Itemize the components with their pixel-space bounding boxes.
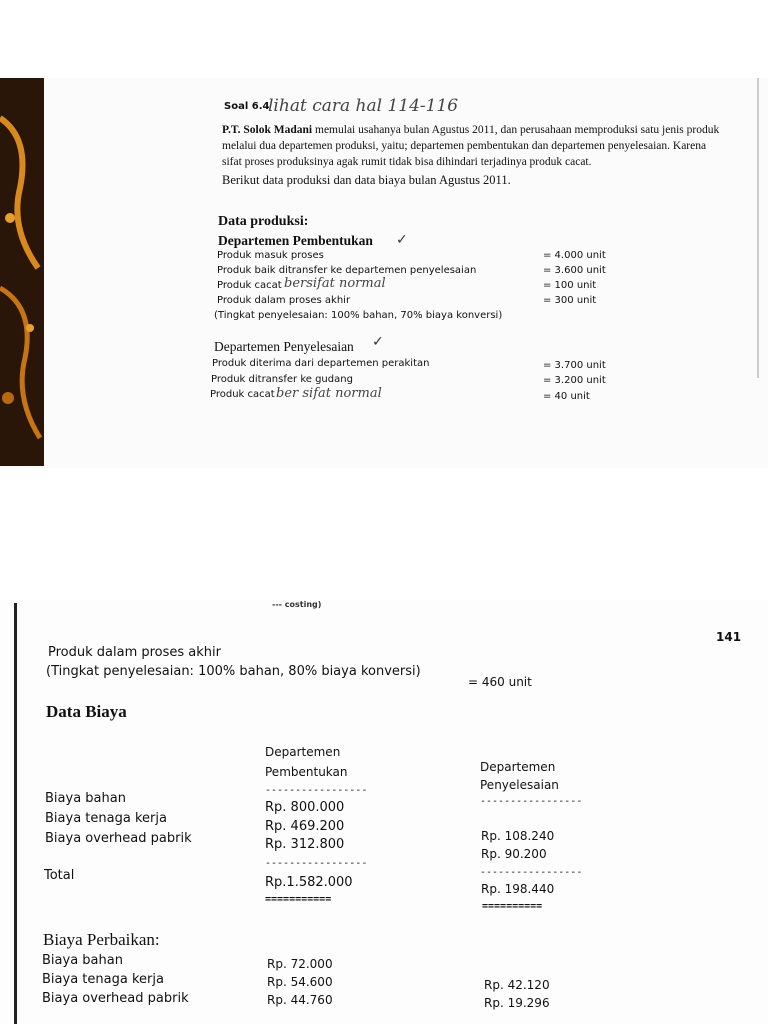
col1-header: Departemen bbox=[265, 745, 341, 759]
batik-decoration bbox=[0, 78, 44, 466]
total-label: Total bbox=[44, 868, 75, 883]
perbaikan-col1: Rp. 54.600 bbox=[267, 975, 333, 989]
problem-label: Soal 6.4 bbox=[224, 101, 270, 112]
intro-line-4: Berikut data produksi dan data biaya bulan Agustus 2011. bbox=[222, 173, 511, 187]
col2-double-rule: ========== bbox=[482, 901, 543, 912]
page-number: 141 bbox=[716, 630, 742, 644]
intro-text: memulai usahanya bulan Agustus 2011, dan perusahaan memproduksi satu jenis produk bbox=[315, 124, 720, 136]
perbaikan-label: Biaya overhead pabrik bbox=[42, 991, 189, 1006]
penyelesaian-row-value: = 40 unit bbox=[543, 391, 590, 402]
col2-cost: Rp. 108.240 bbox=[481, 829, 555, 843]
handwritten-note: ber sifat normal bbox=[276, 386, 382, 401]
dept-penyelesaian-title: Departemen Penyelesaian bbox=[214, 339, 354, 354]
page-edge bbox=[757, 78, 759, 378]
handwritten-note: bersifat normal bbox=[284, 276, 386, 291]
col2-divider: ----------------- bbox=[480, 796, 583, 807]
cost-label: Biaya overhead pabrik bbox=[45, 831, 192, 846]
company-name: P.T. Solok Madani bbox=[222, 124, 313, 136]
col2-cost: Rp. 90.200 bbox=[481, 847, 547, 861]
col1-header: Pembentukan bbox=[265, 765, 348, 779]
cost-label: Biaya tenaga kerja bbox=[45, 811, 167, 826]
pembentukan-row-value: = 300 unit bbox=[543, 295, 597, 306]
wip-label: Produk dalam proses akhir bbox=[48, 645, 221, 660]
perbaikan-label: Biaya bahan bbox=[42, 953, 123, 968]
intro-line-2: melalui dua departemen produksi, yaitu; departemen pembentukan dan departemen penyelesaian. Karena bbox=[222, 140, 707, 152]
col2-divider: ----------------- bbox=[480, 867, 583, 878]
intro-line-1 bbox=[222, 124, 719, 136]
col2-total: Rp. 198.440 bbox=[481, 882, 555, 896]
pembentukan-row-label: Produk cacat bbox=[217, 280, 282, 291]
col2-header: Departemen bbox=[480, 760, 556, 774]
section-title-perbaikan: Biaya Perbaikan: bbox=[43, 930, 160, 949]
pembentukan-row-label: Produk masuk proses bbox=[217, 250, 324, 261]
penyelesaian-row-label: Produk diterima dari departemen perakitan bbox=[212, 358, 430, 369]
col2-header: Penyelesaian bbox=[480, 778, 559, 792]
penyelesaian-row-label: Produk cacat bbox=[210, 389, 275, 400]
pembentukan-row-value: = 3.600 unit bbox=[543, 265, 606, 276]
pembentukan-row-value: = 100 unit bbox=[543, 280, 597, 291]
dept-pembentukan-title: Departemen Pembentukan bbox=[218, 233, 373, 248]
section-title-produksi: Data produksi: bbox=[218, 214, 309, 229]
perbaikan-label: Biaya tenaga kerja bbox=[42, 972, 164, 987]
pembentukan-row-value: = 4.000 unit bbox=[543, 250, 606, 261]
col1-double-rule: =========== bbox=[265, 894, 332, 905]
pembentukan-note: (Tingkat penyelesaian: 100% bahan, 70% biaya konversi) bbox=[214, 310, 503, 321]
col1-divider: ----------------- bbox=[265, 785, 368, 796]
col1-total: Rp.1.582.000 bbox=[265, 875, 353, 890]
handwritten-note: lihat cara hal 114-116 bbox=[268, 96, 459, 116]
pembentukan-row-label: Produk baik ditransfer ke departemen penyelesaian bbox=[217, 265, 477, 276]
col1-cost: Rp. 312.800 bbox=[265, 837, 345, 852]
check-icon: ✓ bbox=[396, 232, 408, 248]
intro-line-3: sifat proses produksinya agak rumit tidak bisa dihindari terjadinya produk cacat. bbox=[222, 156, 592, 168]
perbaikan-col2: Rp. 19.296 bbox=[484, 996, 550, 1010]
perbaikan-col2: Rp. 42.120 bbox=[484, 978, 550, 992]
cost-label: Biaya bahan bbox=[45, 791, 126, 806]
perbaikan-col1: Rp. 44.760 bbox=[267, 993, 333, 1007]
page-top-fragment: --- costing) bbox=[272, 600, 322, 609]
check-icon: ✓ bbox=[372, 334, 384, 350]
page-edge bbox=[14, 603, 17, 1024]
section-title-biaya: Data Biaya bbox=[46, 702, 127, 721]
penyelesaian-row-label: Produk ditransfer ke gudang bbox=[211, 374, 353, 385]
col1-cost: Rp. 800.000 bbox=[265, 800, 345, 815]
pembentukan-row-label: Produk dalam proses akhir bbox=[217, 295, 351, 306]
penyelesaian-row-value: = 3.700 unit bbox=[543, 360, 606, 371]
wip-note: (Tingkat penyelesaian: 100% bahan, 80% biaya konversi) bbox=[46, 664, 421, 679]
col1-divider: ----------------- bbox=[265, 858, 368, 869]
col1-cost: Rp. 469.200 bbox=[265, 819, 345, 834]
perbaikan-col1: Rp. 72.000 bbox=[267, 957, 333, 971]
penyelesaian-row-value: = 3.200 unit bbox=[543, 375, 606, 386]
wip-value: = 460 unit bbox=[468, 675, 532, 689]
